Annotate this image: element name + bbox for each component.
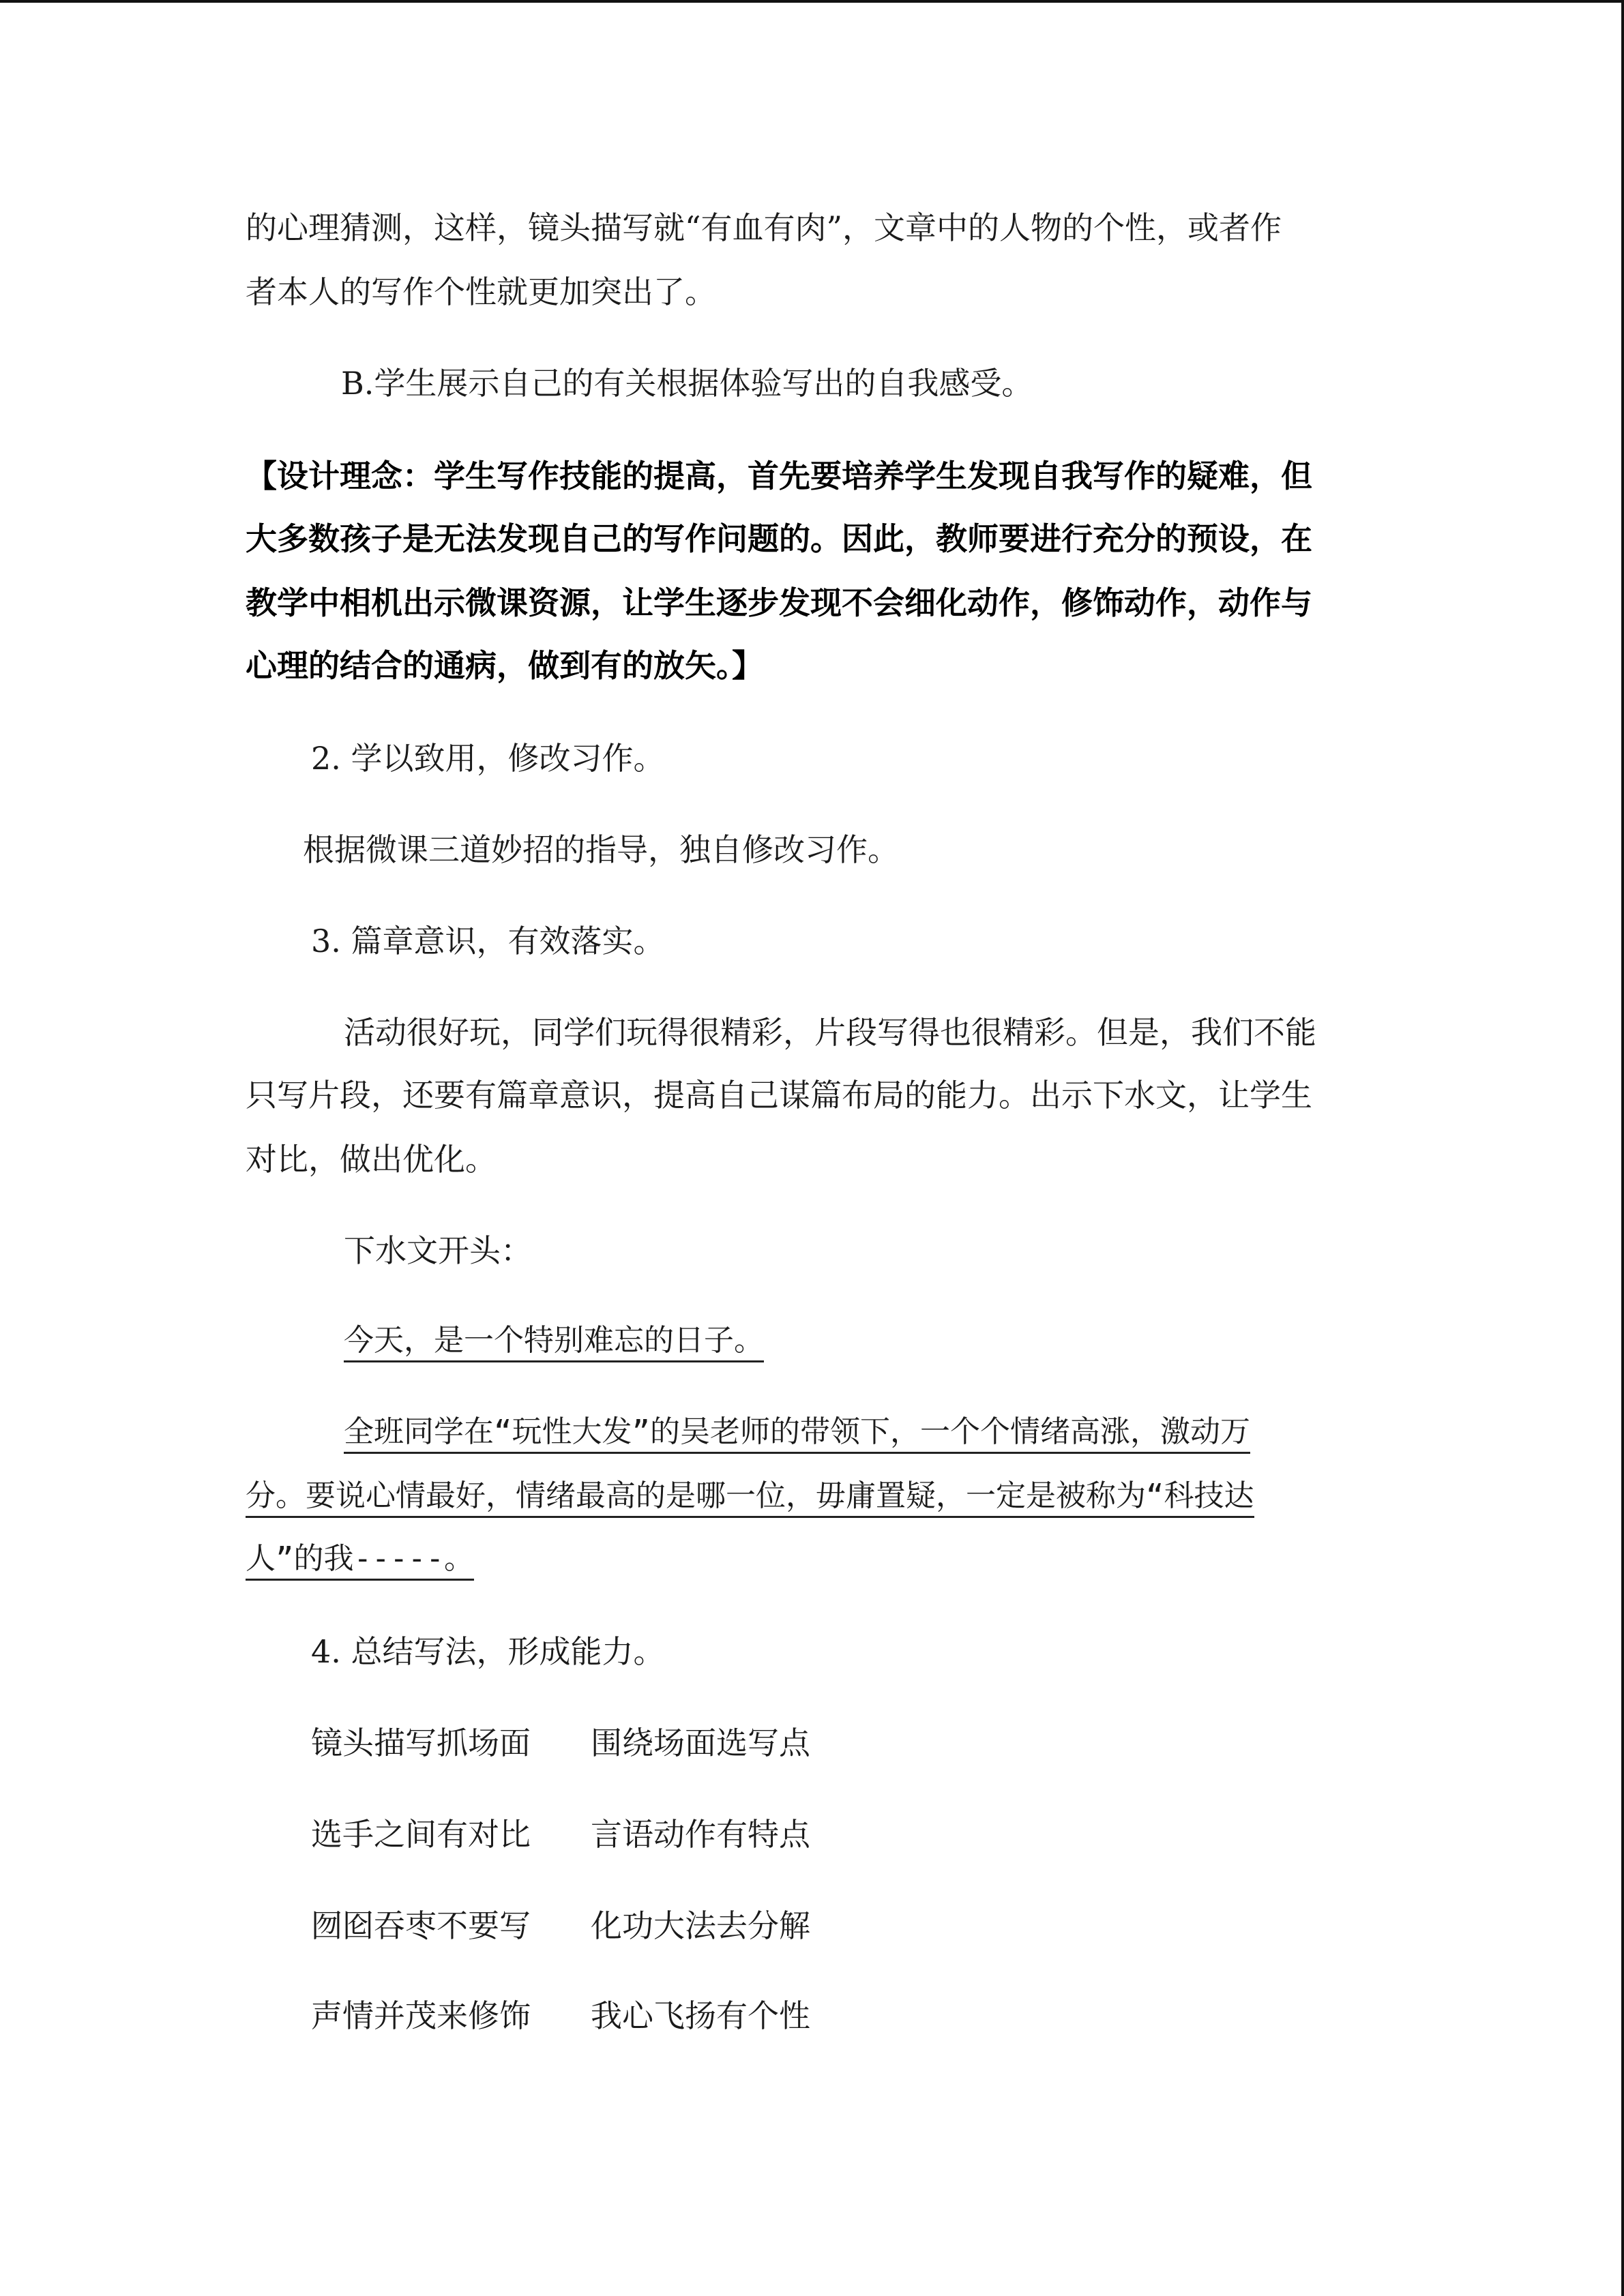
step-3-heading: 3. 篇章意识，有效落实。	[311, 923, 665, 959]
summary-right: 我心飞扬有个性	[591, 1997, 810, 2034]
sample-line-wrap	[246, 1477, 1254, 1515]
page-right-border	[1621, 0, 1624, 2296]
sample-line-wrap	[344, 1322, 764, 1360]
design-note-line: 大多数孩子是无法发现自己的写作问题的。因此，教师要进行充分的预设，在	[246, 520, 1312, 557]
summary-right: 围绕场面选写点	[591, 1725, 810, 1761]
page-top-border	[0, 0, 1624, 3]
step-4-heading: 4. 总结写法，形成能力。	[311, 1633, 665, 1670]
sample-text-line: 人”的我-----。	[246, 1541, 474, 1581]
sample-line-wrap	[246, 1540, 474, 1578]
step-3-body-line: 对比，做出优化。	[246, 1141, 497, 1178]
sample-text-line: 分。要说心情最好，情绪最高的是哪一位，毋庸置疑，一定是被称为“科技达	[246, 1478, 1254, 1518]
sample-line-wrap	[344, 1413, 1250, 1451]
summary-left: 囫囵吞枣不要写	[311, 1907, 531, 1944]
design-note-line: 【设计理念：学生写作技能的提高，首先要培养学生发现自我写作的疑难，但	[246, 458, 1312, 494]
design-note-line: 心理的结合的通病，做到有的放矢。】	[246, 647, 763, 684]
step-3-body-line: 活动很好玩，同学们玩得很精彩，片段写得也很精彩。但是，我们不能	[344, 1014, 1316, 1051]
design-note-line: 教学中相机出示微课资源，让学生逐步发现不会细化动作，修饰动作，动作与	[246, 584, 1312, 621]
summary-left: 选手之间有对比	[311, 1816, 531, 1853]
paragraph-line: B.学生展示自己的有关根据体验写出的自我感受。	[341, 365, 1033, 402]
summary-left: 声情并茂来修饰	[311, 1997, 531, 2034]
step-3-body-line: 只写片段，还要有篇章意识，提高自己谋篇布局的能力。出示下水文，让学生	[246, 1077, 1312, 1114]
summary-left: 镜头描写抓场面	[311, 1725, 531, 1761]
sample-text-line: 今天，是一个特别难忘的日子。	[344, 1323, 764, 1362]
step-2-body: 根据微课三道妙招的指导，独自修改习作。	[303, 831, 899, 868]
paragraph-line: 者本人的写作个性就更加突出了。	[246, 273, 716, 310]
sample-text-line: 全班同学在“玩性大发”的吴老师的带领下，一个个情绪高涨，激动万	[344, 1414, 1250, 1454]
step-2-heading: 2. 学以致用，修改习作。	[311, 740, 665, 777]
summary-right: 化功大法去分解	[591, 1907, 810, 1944]
sample-label: 下水文开头：	[344, 1232, 532, 1269]
paragraph-line: 的心理猜测，这样，镜头描写就“有血有肉”，文章中的人物的个性，或者作	[246, 209, 1282, 246]
summary-right: 言语动作有特点	[591, 1816, 810, 1853]
